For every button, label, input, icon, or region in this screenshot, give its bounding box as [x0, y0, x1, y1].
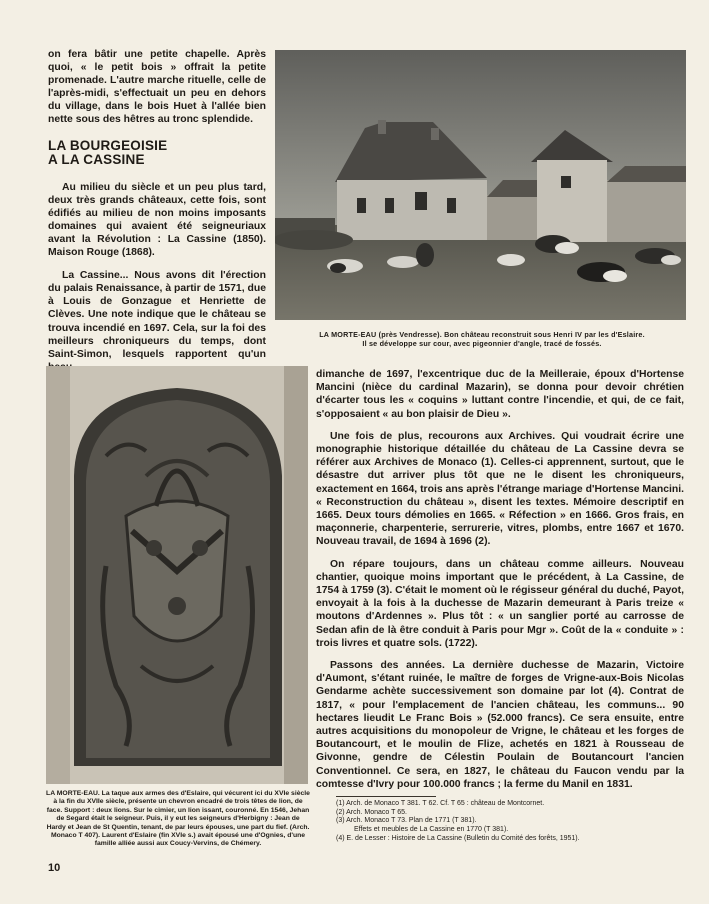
fireback-photo	[46, 366, 308, 784]
paragraph-domaines: Au milieu du siècle et un peu plus tard, deux très grands châteaux, cette fois, sont édifiés au milieu de non moins imposants domaines qui avaient été seigneuriaux avant la Révolution : La Cassine (1850). Maison Rouge (1868).	[48, 181, 266, 259]
chateau-photo-caption	[282, 330, 682, 348]
chateau-photo	[275, 50, 686, 320]
paragraph-gendarme: Passons des années. La dernière duchesse de Mazarin, Victoire d'Aumont, s'étant ruinée, le maître de forges de Vrigne-aux-Bois Nicolas Gendarme achète successivement son domaine par lot (4). Contrat de 1817, « pour l'emplacement de l'ancien château, les communs... 90 hectares lieudit Le Franc Bois » (52.000 francs). Ce sera ensuite, entre autres acquisitions du monopoleur de Vrigne, le château et les forges de Boutancourt, et le moulin de Flize, achetés en 1821 à Rousseau de Givonne, gendre de Célestin Poulain de Boutancourt l'ancien Conventionnel. Ce sera, en 1827, le château du Faucon vendu par la comtesse d'Ivry pour 100.000 francs ; la ferme du Manil en 1831.	[316, 660, 684, 790]
footnotes	[336, 800, 686, 844]
footnote: (3) Arch. Monaco T 73. Plan de 1771 (T 381).	[336, 817, 477, 825]
chateau-illustration	[275, 50, 686, 320]
paragraph-archives: Une fois de plus, recourons aux Archives. Qui voudrait écrire une monographie historique détaillée du château de La Cassine devra se référer aux Archives de Monaco (1). Celles-ci apprennent, surtout, que le désastre dut arriver plus tôt que ne le disent les chroniqueurs, exactement en 1664, trois ans après l'étrange mariage d'Hortense Mancini. « Reconstruction du château », disent les textes. Mémoire descriptif en 1665. Deux tours démolies en 1665. « Réfection » en 1666. Gros frais, en maçonnerie, charpenterie, serrurerie, vitres, plombs, entre 1667 et 1670. Nouveau travail, de 1694 à 1696 (2).	[316, 430, 684, 548]
footnote: (2) Arch. Monaco T 65.	[336, 808, 407, 816]
fireback-illustration	[46, 366, 308, 784]
footnote: Effets et meubles de La Cassine en 1770 (T 381).	[354, 826, 509, 834]
left-column	[48, 48, 266, 384]
footnote: (1) Arch. de Monaco T 381. T 62. Cf. T 65 : château de Montcornet.	[336, 800, 545, 807]
fireback-photo-caption: LA MORTE-EAU. La taque aux armes des d'Eslaire, qui vécurent ici du XVIe siècle à la fin du XVIIe siècle, présente un chevron encadré de trois têtes de lion, de face. Support : deux lions. Sur le cimier, un lion issant, couronné. En 1546, Jehan de Segard était le seigneur. Puis, il y eut les seigneurs d'Herbigny : Jean de Hardy et Jean de St Quentin, tenant, de par leurs épouses, une part du fief. (Arch. Monaco T 407). Laurent d'Eslaire (fin XVIe s.) avait épousé une d'Ognies, d'une famille alliée aussi aux Coucy-Vervins, de Chémery.	[46, 790, 310, 848]
page-number: 10	[48, 862, 61, 874]
chateau-caption-line-2: Il se développe sur cour, avec pigeonnier d'angle, tracé de fossés.	[362, 339, 602, 348]
paragraph-la-cassine: La Cassine... Nous avons dit l'érection du palais Renaissance, à partir de 1571, due à Louis de Gonzague et Henriette de Clèves. Une note indique que le château se trouva incendié en 1697. Cela, sur la foi des meilleurs chroniqueurs du temps, dont Saint-Simon, lesquels rapportent qu'un	[48, 270, 266, 360]
footnote-divider	[336, 796, 436, 797]
paragraph-incendie: dimanche de 1697, l'excentrique duc de la Meilleraie, époux d'Hortense Mancini (nièce du cardinal Mazarin), se donna pour devoir chrétien d'écarter tous les « coquins » luttant contre l'incendie, et qui, de ce fait, s'opposaient « au bon plaisir de Dieu ».	[316, 369, 684, 420]
chateau-caption-line-1: LA MORTE-EAU (près Vendresse). Bon château reconstruit sous Henri IV par les d'Eslaire.	[319, 330, 645, 339]
paragraph-chantier: On répare toujours, dans un château comme ailleurs. Nouveau chantier, quoique moins important que le précédent, à La Cassine, de 1754 à 1759 (3). C'était le moment où le régisseur général du duché, Payot, envoyait à la fois à la duchesse de Mazarin demeurant à Paris treize « moutons d'Ardennes ». Plus tôt : « un sanglier porté au carrosse de Sedan afin de là être conduit à Paris pour Mgr ». Coût de la « conduite » : trois livres et quatre sols. (1722).	[316, 558, 685, 649]
heading-line-1: LA BOURGEOISIE	[48, 137, 168, 153]
right-column	[316, 368, 684, 800]
footnote: (4) E. de Lesser : Histoire de La Cassine (Bulletin du Comité des forêts, 1951).	[336, 834, 580, 842]
heading-line-2: A LA CASSINE	[48, 151, 145, 167]
intro-paragraph: on fera bâtir une petite chapelle. Après quoi, « le petit bois » offrait la petite promenade. L'autre marche rituelle, celle de l'après-midi, s'effectuait un peu en dehors du village, dans le bois Huet à l'allée bien nette sous des hêtres au tronc splendide.	[48, 49, 266, 126]
section-heading	[48, 139, 266, 167]
